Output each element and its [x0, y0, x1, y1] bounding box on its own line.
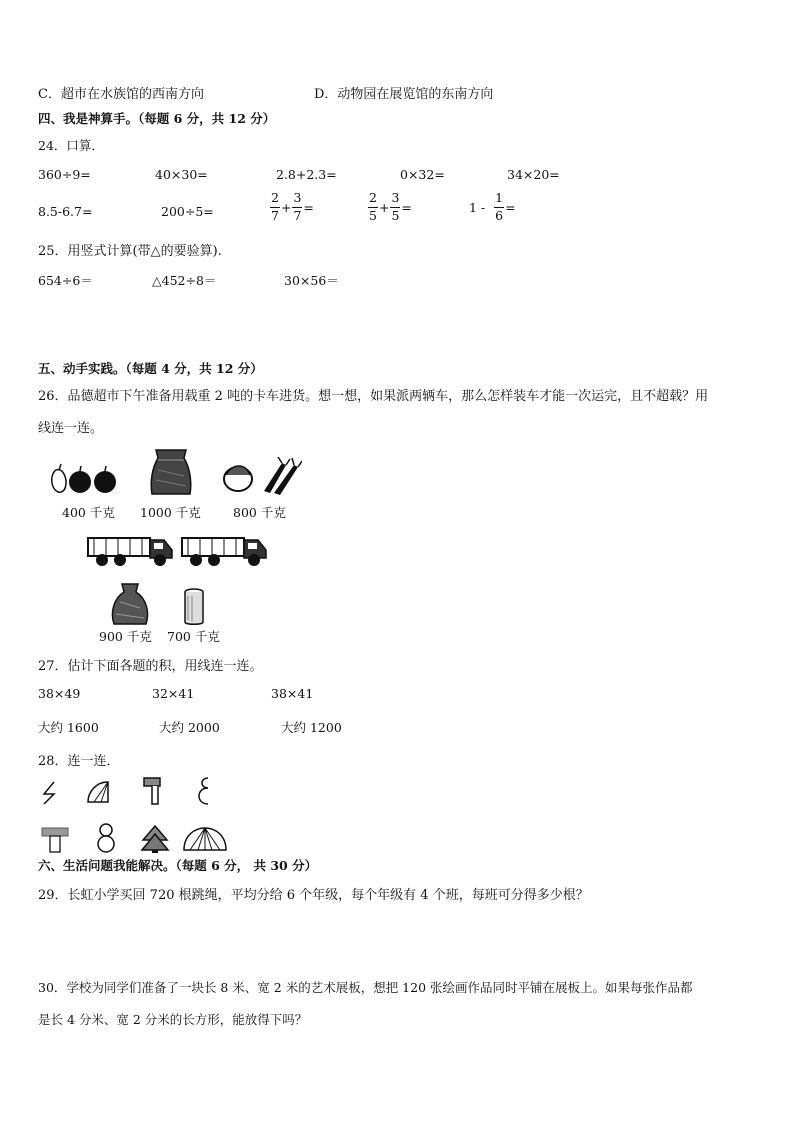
q27-answer-1: 大约 1600	[38, 720, 99, 735]
q24-expr-2: 40×30=	[155, 167, 208, 182]
q25-item-2: △452÷8＝	[152, 273, 217, 288]
q26-label-900: 900 千克	[99, 629, 152, 644]
truck-icon	[180, 530, 268, 568]
q25-title: 25．用竖式计算(带△的要验算).	[38, 244, 222, 259]
fraction: $\frac{1}{6}$	[495, 190, 504, 223]
q26-label-800: 800 千克	[233, 505, 286, 520]
q27-expr-3: 38×41	[271, 686, 314, 701]
fraction: $\frac{2}{5}$	[369, 190, 377, 223]
q26-text-line-2: 线连一连。	[38, 421, 104, 436]
q27-expr-1: 38×49	[38, 686, 81, 701]
truck-icon	[86, 530, 174, 568]
q26-label-700: 700 千克	[167, 629, 220, 644]
section-6-heading: 六、生活问题我能解决。（每题 6 分， 共 30 分）	[38, 858, 318, 873]
equals-sign: =	[303, 199, 314, 215]
q24-expr-7: 200÷5=	[161, 204, 214, 219]
q24-expr-1: 360÷9=	[38, 167, 91, 182]
q24-expr-4: 0×32=	[400, 167, 445, 182]
equals-sign: =	[505, 199, 516, 215]
half-umbrella-icon	[86, 778, 112, 806]
fraction: $\frac{2}{7}$	[271, 190, 279, 223]
operator: +	[378, 199, 390, 215]
option-c: C．超市在水族馆的西南方向	[38, 87, 204, 102]
q24-fraction-sum-2	[368, 192, 412, 222]
vegetables-icon	[220, 457, 302, 495]
q24-expr-6: 8.5-6.7=	[38, 204, 93, 219]
equals-sign: =	[401, 199, 412, 215]
umbrella-icon	[182, 826, 228, 854]
q25-item-3: 30×56＝	[284, 273, 339, 288]
whole-number: 1 -	[469, 199, 486, 215]
q26-label-400: 400 千克	[62, 505, 115, 520]
q24-expr-5: 34×20=	[507, 167, 560, 182]
q27-answer-2: 大约 2000	[159, 720, 220, 735]
bucket-icon	[182, 588, 206, 626]
mushroom-icon	[40, 824, 70, 854]
q25-item-1: 654÷6＝	[38, 273, 93, 288]
q28-title: 28．连一连．	[38, 754, 120, 769]
snowman-icon	[94, 822, 118, 854]
half-snowman-icon	[194, 776, 212, 806]
half-shape-lightning-icon	[40, 780, 62, 806]
bag-icon	[108, 582, 152, 626]
fruit-icon	[46, 462, 118, 496]
q26-text-line-1: 26．品德超市下午准备用载重 2 吨的卡车进货。想一想，如果派两辆车，那么怎样装车才能一次运完，且不超载？用	[38, 389, 709, 404]
grain-sack-icon	[148, 446, 194, 496]
half-mushroom-icon	[142, 776, 162, 806]
section-5-heading: 五、动手实践。（每题 4 分，共 12 分）	[38, 361, 263, 376]
section-4-heading: 四、我是神算手。（每题 6 分，共 12 分）	[38, 111, 276, 126]
option-d: D．动物园在展览馆的东南方向	[314, 87, 494, 102]
q30-text-line-2: 是长 4 分米、宽 2 分米的长方形，能放得下吗？	[38, 1012, 308, 1027]
q27-title: 27．估计下面各题的积，用线连一连。	[38, 659, 263, 674]
operator: +	[280, 199, 292, 215]
q27-expr-2: 32×41	[152, 686, 195, 701]
q24-fraction-sum-1	[270, 192, 314, 222]
q24-title: 24．口算．	[38, 138, 104, 153]
q27-answer-3: 大约 1200	[281, 720, 342, 735]
fraction: $\frac{3}{5}$	[391, 190, 400, 223]
q24-expr-3: 2.8+2.3=	[276, 167, 337, 182]
q26-label-1000: 1000 千克	[140, 505, 201, 520]
fraction: $\frac{3}{7}$	[293, 190, 302, 223]
q24-fraction-diff	[469, 192, 516, 222]
q30-text-line-1: 30．学校为同学们准备了一块长 8 米、宽 2 米的艺术展板，想把 120 张绘画作品同时平铺在展板上。如果每张作品都	[38, 980, 693, 995]
q29-text: 29．长虹小学买回 720 根跳绳，平均分给 6 个年级，每个年级有 4 个班，每班可分得多少根？	[38, 888, 589, 903]
tree-icon	[140, 824, 170, 854]
